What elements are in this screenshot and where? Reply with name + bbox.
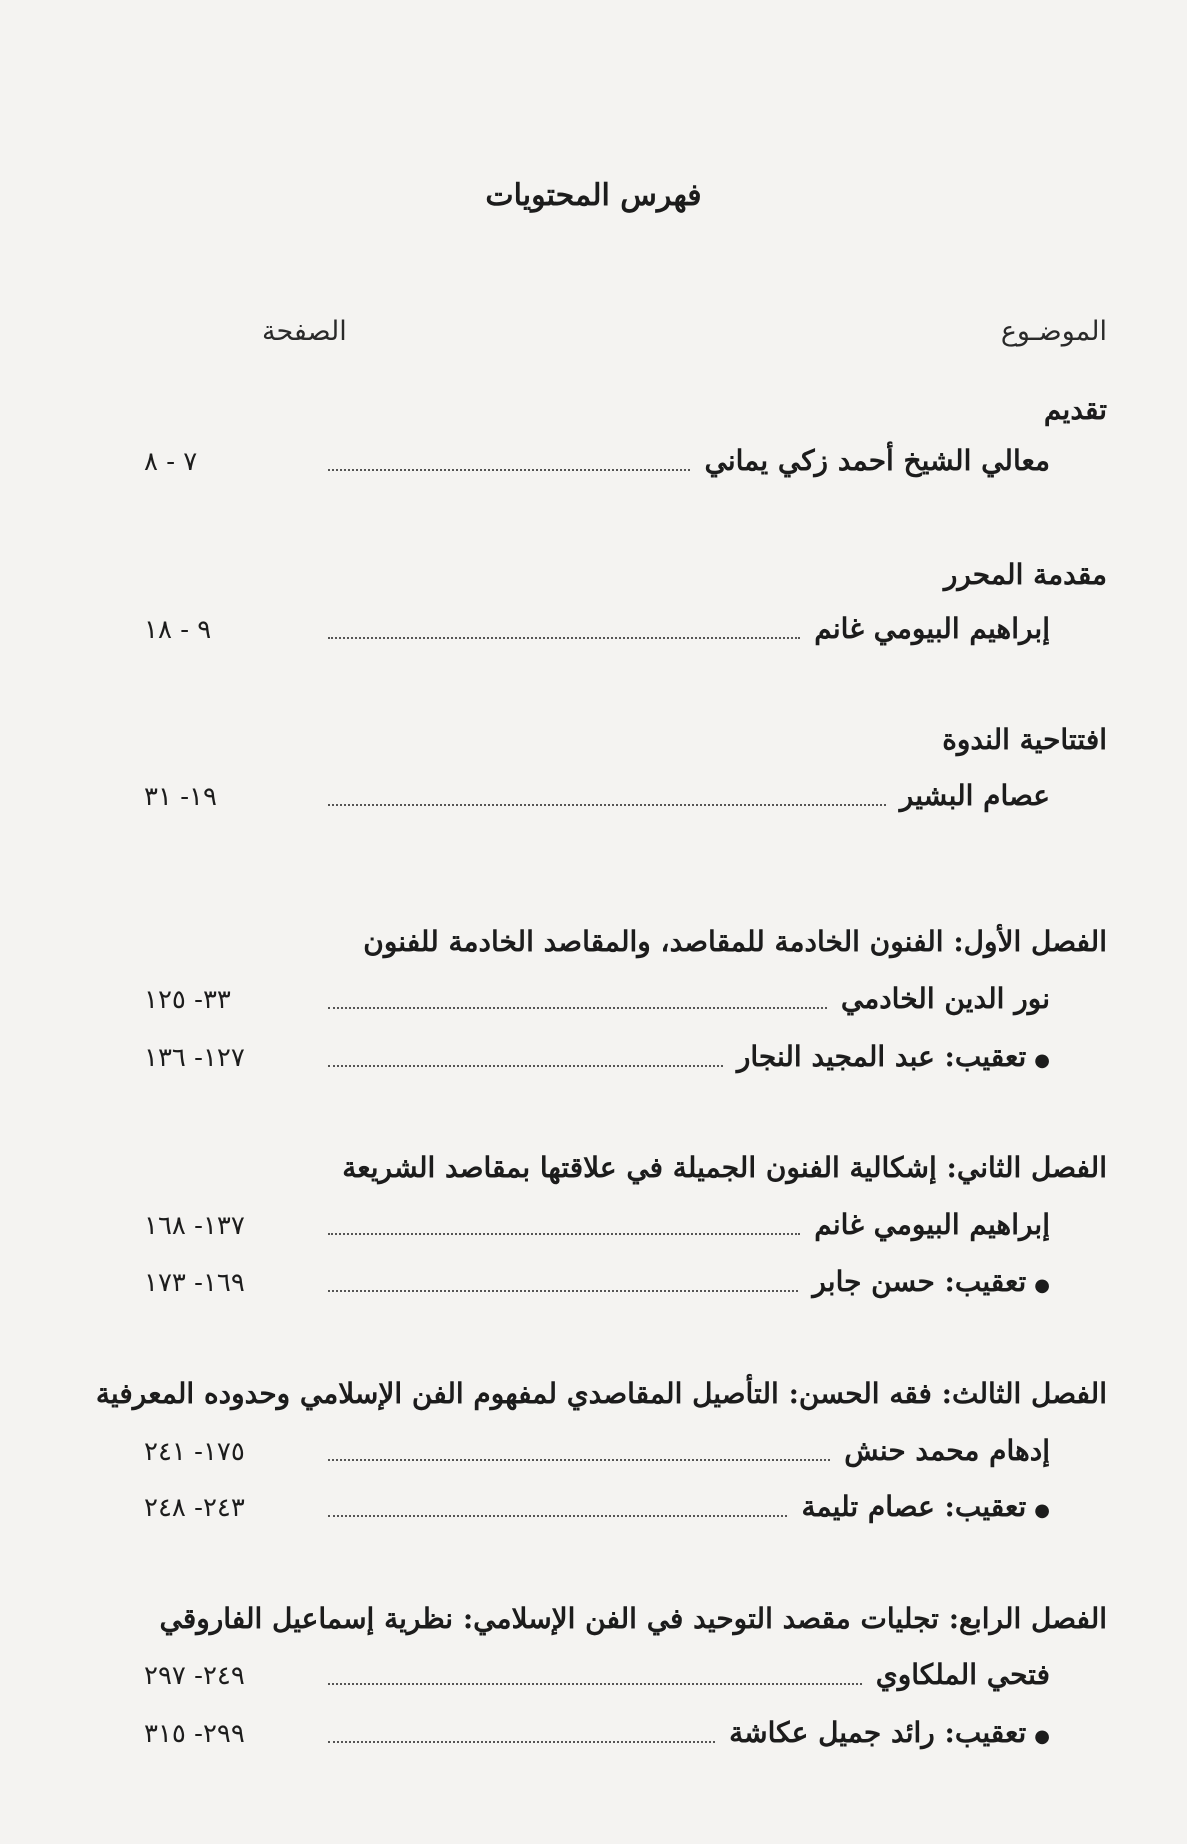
column-header-page: الصفحة (262, 316, 347, 347)
toc-entry[interactable] (144, 1208, 1050, 1248)
dot-leader (328, 1459, 830, 1461)
dot-leader (328, 469, 690, 471)
bullet-icon: ● (1034, 1500, 1050, 1521)
dot-leader (328, 1233, 800, 1235)
section-heading: الفصل الثالث: فقه الحسن: التأصيل المقاصدي لمفهوم الفن الإسلامي وحدوده المعرفية (95, 1377, 1107, 1410)
toc-entry[interactable] (144, 1490, 1050, 1530)
toc-entry[interactable] (144, 1265, 1050, 1305)
entry-name: عصام البشير (899, 779, 1050, 812)
entry-pages: ١٧٥- ٢٤١ (144, 1437, 245, 1467)
entry-pages: ١٣٧- ١٦٨ (144, 1211, 245, 1241)
entry-name: ●تعقيب: رائد جميل عكاشة (729, 1716, 1050, 1749)
toc-entry[interactable] (144, 444, 1050, 484)
dot-leader (328, 1741, 715, 1743)
bullet-icon: ● (1034, 1726, 1050, 1747)
entry-name: إبراهيم البيومي غانم (814, 1208, 1050, 1241)
entry-pages: ١٢٧- ١٣٦ (144, 1043, 245, 1073)
entry-pages: ١٩- ٣١ (144, 782, 217, 812)
entry-name: معالي الشيخ أحمد زكي يماني (704, 444, 1050, 477)
section-heading: مقدمة المحرر (943, 558, 1107, 591)
toc-entry[interactable] (144, 1658, 1050, 1698)
entry-name: ●تعقيب: حسن جابر (812, 1265, 1050, 1298)
entry-pages: ٢٩٩- ٣١٥ (144, 1719, 245, 1749)
bullet-icon: ● (1034, 1050, 1050, 1071)
dot-leader (328, 1290, 798, 1292)
bullet-icon: ● (1034, 1275, 1050, 1296)
toc-entry[interactable] (144, 612, 1050, 652)
page-title: فهرس المحتويات (485, 178, 702, 213)
toc-entry[interactable] (144, 1716, 1050, 1756)
toc-entry[interactable] (144, 1434, 1050, 1474)
entry-pages: ٢٤٩- ٢٩٧ (144, 1661, 245, 1691)
entry-pages: ٣٣- ١٢٥ (144, 985, 231, 1015)
toc-entry[interactable] (144, 982, 1050, 1022)
section-heading: تقديم (1043, 393, 1107, 426)
section-heading: الفصل الرابع: تجليات مقصد التوحيد في الفن الإسلامي: نظرية إسماعيل الفاروقي (159, 1602, 1107, 1635)
dot-leader (328, 1683, 862, 1685)
dot-leader (328, 637, 800, 639)
entry-pages: ١٦٩- ١٧٣ (144, 1268, 245, 1298)
entry-name: إبراهيم البيومي غانم (814, 612, 1050, 645)
entry-pages: ٢٤٣- ٢٤٨ (144, 1493, 245, 1523)
entry-name: ●تعقيب: عصام تليمة (801, 1490, 1050, 1523)
entry-name: ●تعقيب: عبد المجيد النجار (736, 1040, 1050, 1073)
entry-name: فتحي الملكاوي (875, 1658, 1050, 1691)
section-heading: الفصل الثاني: إشكالية الفنون الجميلة في علاقتها بمقاصد الشريعة (342, 1151, 1107, 1184)
section-heading: الفصل الأول: الفنون الخادمة للمقاصد، والمقاصد الخادمة للفنون (363, 925, 1107, 958)
entry-name: إدهام محمد حنش (844, 1434, 1050, 1467)
dot-leader (328, 1515, 787, 1517)
section-heading: افتتاحية الندوة (942, 723, 1107, 756)
entry-name: نور الدين الخادمي (840, 982, 1050, 1015)
dot-leader (328, 1007, 827, 1009)
dot-leader (328, 1065, 723, 1067)
toc-entry[interactable] (144, 1040, 1050, 1080)
entry-pages: ٩ - ١٨ (144, 615, 212, 645)
entry-pages: ٧ - ٨ (144, 447, 198, 477)
toc-entry[interactable] (144, 779, 1050, 819)
dot-leader (328, 804, 886, 806)
column-header-topic: الموضـوع (1000, 316, 1107, 347)
